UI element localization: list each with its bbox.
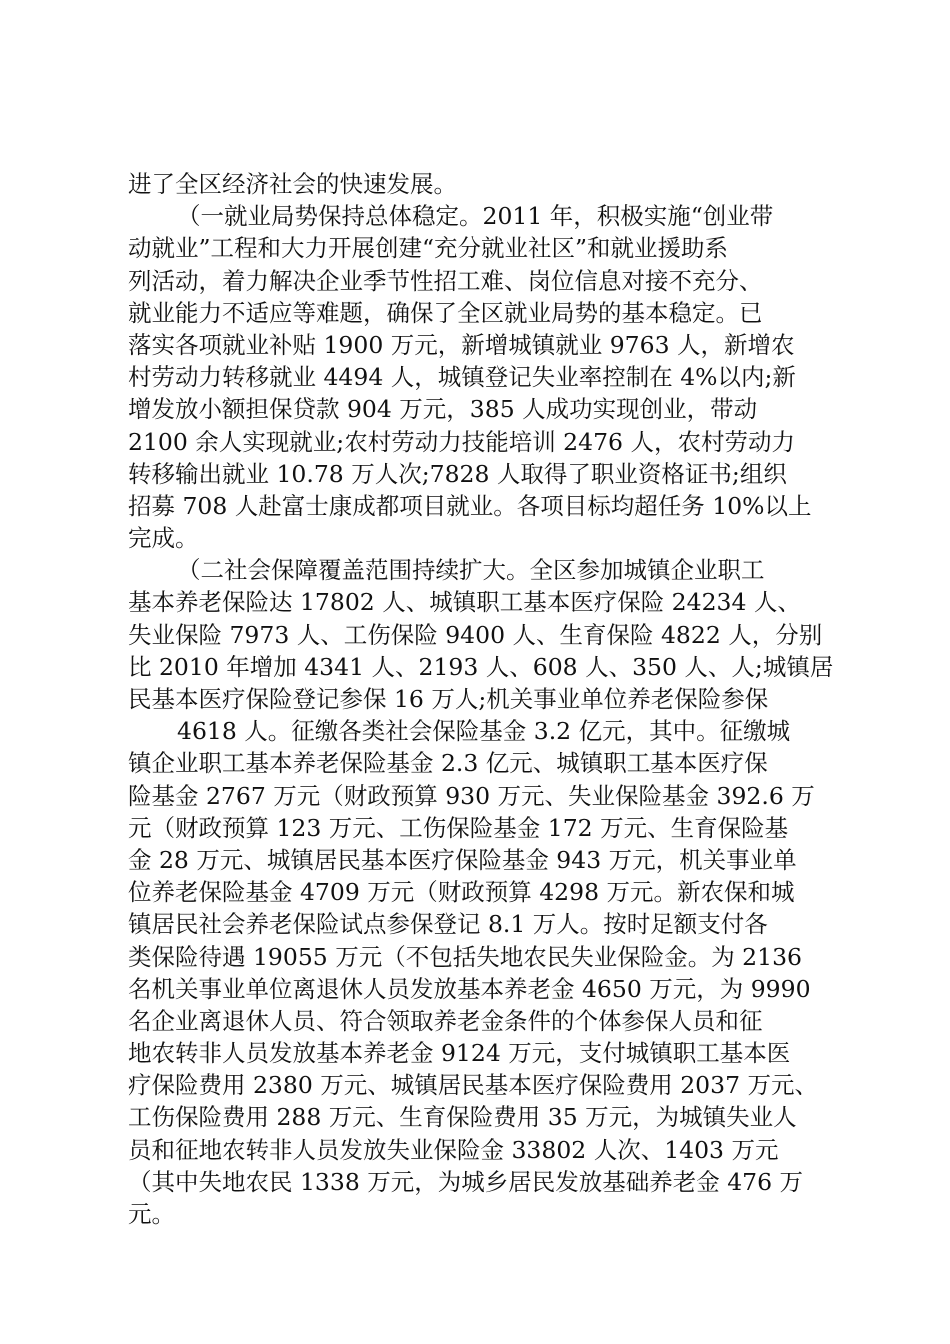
text-line: 比 2010 年增加 4341 人、2193 人、608 人、350 人、人;城镇居 [128, 652, 834, 681]
text-line: 4618 人。征缴各类社会保险基金 3.2 亿元，其中。征缴城 [177, 717, 791, 746]
document-body [128, 168, 834, 1230]
text-line: 名企业离退休人员、符合领取养老金条件的个体参保人员和征 [128, 1006, 763, 1035]
text-line: 增发放小额担保贷款 904 万元，385 人成功实现创业，带动 [128, 395, 758, 424]
text-line: 元。 [128, 1200, 175, 1228]
text-line: 转移输出就业 10.78 万人次;7828 人取得了职业资格证书;组织 [128, 459, 787, 488]
text-line: 员和征地农转非人员发放失业保险金 33802 人次、1403 万元 [128, 1135, 779, 1164]
text-line: 落实各项就业补贴 1900 万元，新增城镇就业 9763 人，新增农 [128, 330, 795, 359]
text-line: 2100 余人实现就业;农村劳动力技能培训 2476 人，农村劳动力 [128, 427, 795, 456]
paragraph-heading-social-security: （二社会保障覆盖范围持续扩大。全区参加城镇企业职工 [177, 556, 765, 585]
text-line: 类保险待遇 19055 万元（不包括失地农民失业保险金。为 2136 [128, 942, 802, 971]
text-line: 疗保险费用 2380 万元、城镇居民基本医疗保险费用 2037 万元、 [128, 1071, 818, 1100]
text-line: 失业保险 7973 人、工伤保险 9400 人、生育保险 4822 人，分别 [128, 620, 823, 649]
text-line: 位养老保险基金 4709 万元（财政预算 4298 万元。新农保和城 [128, 878, 795, 907]
text-line: 镇居民社会养老保险试点参保登记 8.1 万人。按时足额支付各 [128, 910, 768, 939]
text-line: 地农转非人员发放基本养老金 9124 万元，支付城镇职工基本医 [128, 1039, 791, 1068]
text-line: 就业能力不适应等难题，确保了全区就业局势的基本稳定。已 [128, 298, 763, 327]
text-line: 进了全区经济社会的快速发展。 [128, 170, 457, 198]
text-line: （其中失地农民 1338 万元，为城乡居民发放基础养老金 476 万 [128, 1167, 804, 1196]
text-line: 招募 708 人赴富士康成都项目就业。各项目标均超任务 10%以上 [128, 491, 812, 520]
text-line: 完成。 [128, 524, 199, 553]
text-line: 险基金 2767 万元（财政预算 930 万元、失业保险基金 392.6 万 [128, 781, 815, 810]
text-line: 镇企业职工基本养老保险基金 2.3 亿元、城镇职工基本医疗保 [128, 749, 768, 778]
text-line: 动就业”工程和大力开展创建“充分就业社区”和就业援助系 [128, 234, 729, 263]
text-line: 金 28 万元、城镇居民基本医疗保险基金 943 万元，机关事业单 [128, 845, 797, 874]
text-line: 工伤保险费用 288 万元、生育保险费用 35 万元，为城镇失业人 [128, 1103, 797, 1132]
text-line: 基本养老保险达 17802 人、城镇职工基本医疗保险 24234 人、 [128, 588, 801, 617]
text-line: 元（财政预算 123 万元、工伤保险基金 172 万元、生育保险基 [128, 813, 789, 842]
text-line: 名机关事业单位离退休人员发放基本养老金 4650 万元，为 9990 [128, 974, 811, 1003]
paragraph-heading-employment: （一就业局势保持总体稳定。2011 年，积极实施“创业带 [177, 202, 774, 231]
text-line: 列活动，着力解决企业季节性招工难、岗位信息对接不充分、 [128, 266, 763, 295]
text-line: 民基本医疗保险登记参保 16 万人;机关事业单位养老保险参保 [128, 685, 769, 713]
text-line: 村劳动力转移就业 4494 人，城镇登记失业率控制在 4%以内;新 [128, 363, 796, 392]
